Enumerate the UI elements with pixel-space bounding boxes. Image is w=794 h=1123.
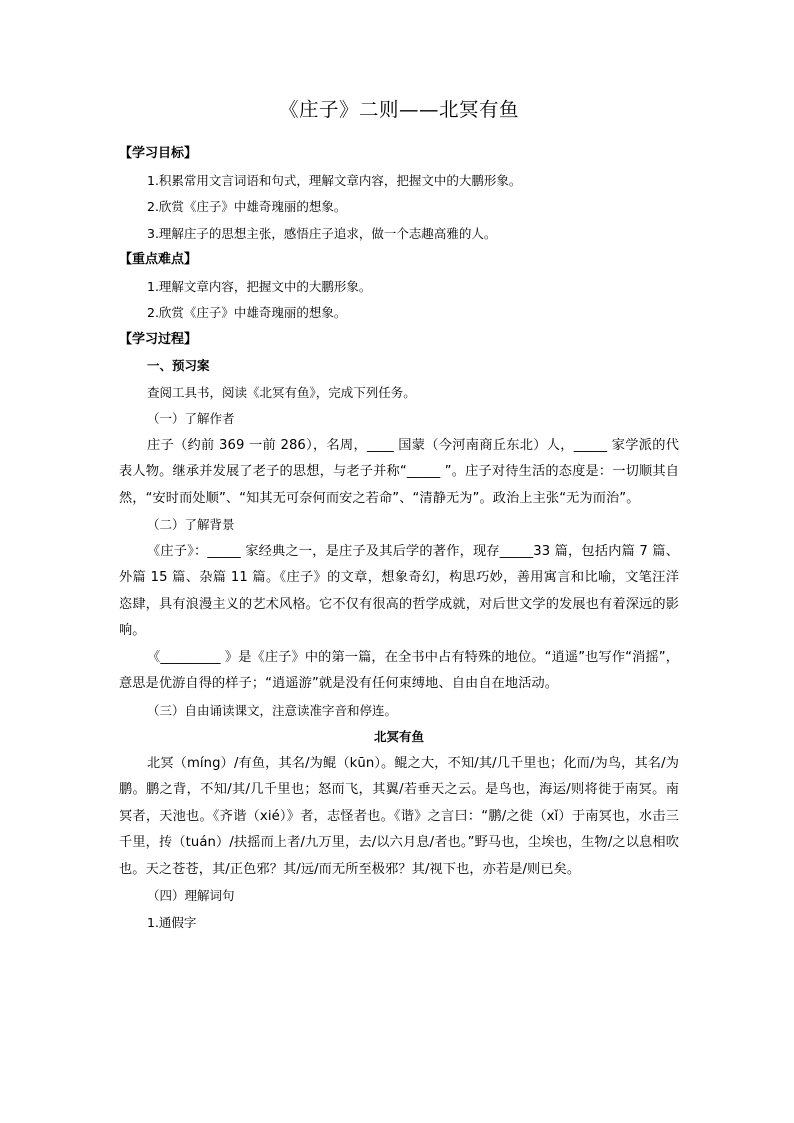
- document-content: [119, 95, 679, 936]
- key-point-item: 2.欣赏《庄子》中雄奇瑰丽的想象。: [147, 305, 347, 320]
- author-paragraph: 庄子（约前 369 一前 286），名周，____ 国蒙（今河南商丘东北）人，_____ 家学派的代表人物。继承并发展了老子的思想，与老子并称“_____ ”。庄子对待生活的态度是：一切顺其自然，“安时而处顺”、“知其无可奈何而安之若命”、“清静无为”。政治上主张“无为而治”。: [119, 437, 679, 506]
- page-title: 《庄子》二则——北冥有鱼: [278, 98, 519, 121]
- preview-heading: 一、预习案: [147, 358, 210, 373]
- part3-heading: （三）自由诵读课文，注意读准字音和停连。: [147, 702, 398, 718]
- preview-intro: 查阅工具书，阅读《北冥有鱼》，完成下列任务。: [147, 384, 416, 400]
- goal-item: 1.积累常用文言词语和句式，理解文章内容，把握文中的大鹏形象。: [147, 172, 522, 188]
- part4-item: 1.通假字: [147, 914, 197, 930]
- process-heading: 【学习过程】: [119, 331, 198, 347]
- part2-heading: （二）了解背景: [147, 517, 235, 532]
- goal-item: 3.理解庄子的思想主张，感悟庄子追求，做一个志趣高雅的人。: [147, 225, 497, 241]
- key-points-heading: 【重点难点】: [119, 252, 198, 267]
- key-point-item: 1.理解文章内容，把握文中的大鹏形象。: [147, 278, 372, 294]
- goals-heading: 【学习目标】: [119, 146, 198, 161]
- xiaoyao-paragraph: 《_________ 》是《庄子》中的第一篇，在全书中占有特殊的地位。“逍遥”也写作“消摇”，意思是优游自得的样子；“逍遥游”就是没有任何束缚地、自由自在地活动。: [119, 649, 679, 691]
- part4-heading: （四）理解词句: [147, 888, 235, 903]
- text-body: 北冥（míng）/有鱼，其名/为鲲（kūn）。鲲之大，不知/其/几千里也；化而/为鸟，其名/为鹏。鹏之背，不知/其/几千里也；怒而飞，其翼/若垂天之云。是鸟也，海运/则将徙于南冥。南冥者，天池也。《齐谐（xié）》者，志怪者也。《谐》之言曰：“鹏/之徙（xǐ）于南冥也，水击三千里，抟（tuán）/扶摇而上者/九万里，去/以六月息/者也。”野马也，尘埃也，生物/之以息相吹也。天之苍苍，其/正色邪？其/远/而无所至极邪？其/视下也，亦若是/则已矣。: [119, 755, 679, 877]
- background-paragraph: 《庄子》：_____ 家经典之一，是庄子及其后学的著作，现存_____33 篇，包括内篇 7 篇、外篇 15 篇、杂篇 11 篇。《庄子》的文章，想象奇幻，构思巧妙，善用寓言和比喻，文笔汪洋恣肆，具有浪漫主义的艺术风格。它不仅有很高的哲学成就，对后世文学的发展也有着深远的影响。: [119, 543, 679, 638]
- part1-heading: （一）了解作者: [147, 411, 235, 426]
- goal-item: 2.欣赏《庄子》中雄奇瑰丽的想象。: [147, 199, 347, 214]
- text-title: 北冥有鱼: [373, 729, 424, 744]
